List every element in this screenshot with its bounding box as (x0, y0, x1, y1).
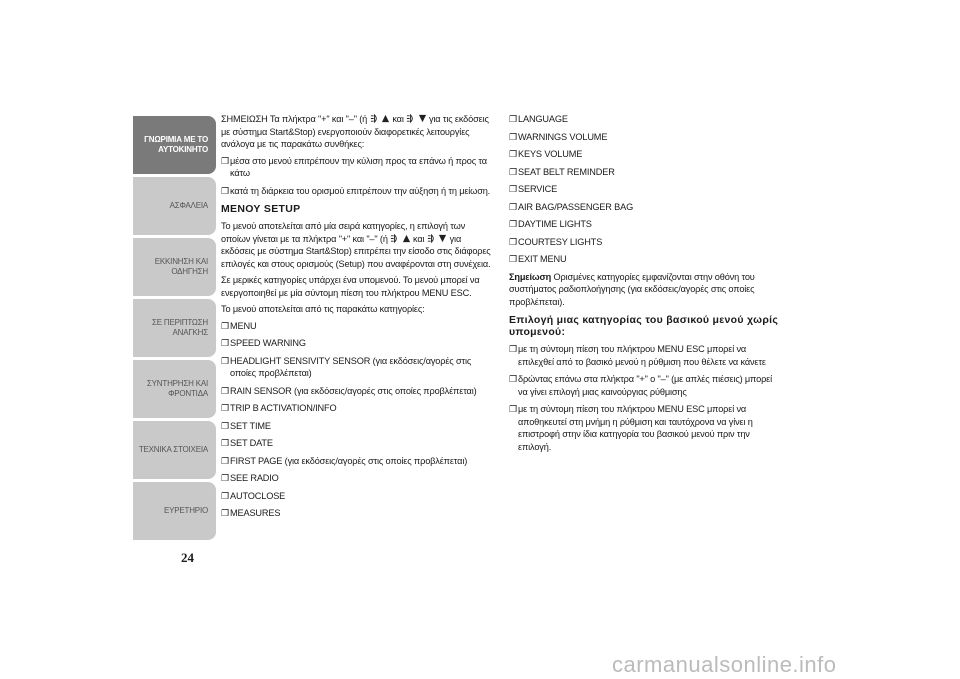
checkbox-icon: ❐ (221, 185, 229, 196)
checkbox-icon: ❐ (221, 338, 229, 348)
list-item: ❐ SPEED WARNING (221, 338, 306, 348)
note-text: Ορισμένες κατηγορίες εμφανίζονται στην οθόνη του συστήματος ραδιοπλοήγησης (για εκδόσεις/αγορές στις οποίες προβλέπεται). (509, 271, 755, 307)
list-item: ❐ SERVICE (509, 184, 558, 194)
checkbox-icon: ❐ (221, 455, 229, 466)
light-icon (370, 114, 379, 123)
tab-label: ΑΣΦΑΛΕΙΑ (169, 201, 208, 210)
checkbox-icon: ❐ (509, 404, 517, 414)
list-item: ❐ SEAT BELT REMINDER (509, 166, 615, 177)
list-item: ❐ SEE RADIO (221, 473, 279, 483)
watermark: carmanualsonline.info (612, 652, 837, 677)
checkbox-icon: ❐ (221, 320, 229, 331)
tab-emergency[interactable] (133, 299, 216, 357)
list-item: ❐ COURTESY LIGHTS (509, 236, 603, 247)
arrow-down-icon (418, 114, 427, 123)
list-item: ❐ RAIN SENSOR (για εκδόσεις/αγορές στις οποίες προβλέπεται) (221, 385, 477, 396)
light-icon (406, 114, 415, 123)
checkbox-icon: ❐ (221, 473, 229, 483)
tab-getting-to-know[interactable] (133, 116, 216, 174)
paragraph-text-cont: για εκδόσεις με σύστημα Start&Stop) επιτρέπει την είσοδο στις διάφορες επιλογές και στους ορισμούς (Setup) που αναφέρονται στη συνέχεια. (221, 233, 491, 269)
list-item: ❐ AUTOCLOSE (221, 490, 286, 501)
checkbox-icon: ❐ (509, 114, 517, 124)
checkbox-icon: ❐ (221, 438, 229, 448)
left-column (221, 113, 494, 525)
note-text: ΣΗΜΕΙΩΣΗ Τα πλήκτρα "+" και "–" (ή (221, 114, 368, 124)
checkbox-icon: ❐ (221, 508, 229, 518)
tab-label: ΕΚΚΙΝΗΣΗ ΚΑΙ ΟΔΗΓΗΣΗ (154, 257, 208, 276)
checkbox-icon: ❐ (221, 385, 229, 396)
list-item: ❐ TRIP B ACTIVATION/INFO (221, 403, 337, 413)
checkbox-icon: ❐ (509, 344, 517, 354)
light-icon (427, 234, 436, 243)
list-item: ❐ DAYTIME LIGHTS (509, 219, 592, 229)
list-item: ❐ δρώντας επάνω στα πλήκτρα "+" ο "–" (με απλές πιέσεις) μπορεί να γίνει επιλογή μιας καινούργιας ρύθμισης (509, 374, 772, 397)
tab-technical-data[interactable] (133, 421, 216, 479)
note-text-cont: για τις εκδόσεις με σύστημα Start&Stop) ενεργοποιούν διαφορετικές λειτουργίες ανάλογα με τις παρακάτω συνθήκες: (221, 114, 489, 149)
page-number: 24 (181, 550, 194, 565)
list-item: ❐ WARNINGS VOLUME (509, 131, 608, 142)
section-heading: ΜΕΝΟΥ SETUP (221, 203, 301, 215)
tab-starting-driving[interactable] (133, 238, 216, 296)
arrow-up-icon (381, 114, 390, 123)
right-column (509, 113, 781, 458)
list-item: ❐ με τη σύντομη πίεση του πλήκτρου MENU ESC μπορεί να επιλεχθεί από το βασικό μενού η ρύθμιση που θέλετε να κάνετε (509, 344, 766, 367)
list-item: ❐ MEASURES (221, 508, 281, 518)
paragraph: Το μενού αποτελείται από τις παρακάτω κατηγορίες: (221, 304, 425, 314)
checkbox-icon: ❐ (509, 131, 517, 142)
list-item: ❐ με τη σύντομη πίεση του πλήκτρου MENU ESC μπορεί να αποθηκευτεί στη μνήμη η ρύθμιση και ταυτόχρονα να γίνει η επιστροφή στην ίδια κατηγορία του βασικού μενού πριν την επιλογή. (509, 404, 753, 452)
arrow-up-icon (402, 234, 411, 243)
list-item: ❐ AIR BAG/PASSENGER BAG (509, 201, 634, 212)
note-paragraph (221, 113, 494, 151)
checkbox-icon: ❐ (221, 403, 229, 413)
tab-maintenance[interactable] (133, 360, 216, 418)
list-item: ❐ SET DATE (221, 438, 273, 448)
list-item: ❐ KEYS VOLUME (509, 149, 583, 159)
arrow-down-icon (438, 234, 447, 243)
checkbox-icon: ❐ (509, 201, 517, 212)
checkbox-icon: ❐ (509, 184, 517, 194)
list-item: ❐ LANGUAGE (509, 114, 568, 124)
tab-index[interactable] (133, 482, 216, 540)
checkbox-icon: ❐ (509, 149, 517, 159)
checkbox-icon: ❐ (509, 254, 517, 264)
paragraph-text: Το μενού αποτελείται από μία σειρά κατηγορίες, η επιλογή των οποίων γίνεται με τα πλήκτρα "+" και "–" (ή (221, 221, 466, 244)
list-item: ❐ MENU (221, 320, 257, 331)
tab-label: ΣΥΝΤΗΡΗΣΗ ΚΑΙ ΦΡΟΝΤΙΔΑ (146, 379, 208, 398)
checkbox-icon: ❐ (221, 155, 229, 166)
note-and: και (392, 114, 404, 124)
paragraph-and: και (413, 233, 425, 244)
checkbox-icon: ❐ (221, 490, 229, 501)
list-item: ❐ μέσα στο μενού επιτρέπουν την κύλιση προς τα επάνω ή προς τα κάτω (221, 155, 487, 178)
tab-safety[interactable] (133, 177, 216, 235)
tab-label: ΓΝΩΡΙΜΙΑ ΜΕ ΤΟ ΑΥΤΟΚΙΝΗΤΟ (144, 135, 208, 154)
paragraph (221, 220, 494, 270)
chapter-sidebar (133, 116, 216, 543)
paragraph: Σε μερικές κατηγορίες υπάρχει ένα υπομενού. Το μενού μπορεί να ενεργοποιηθεί με μία σύντομη πίεση του πλήκτρου MENU ESC. (221, 275, 480, 298)
section-heading: Επιλογή μιας κατηγορίας του βασικού μενού χωρίς υπομενού: (509, 314, 779, 338)
tab-label: ΤΕΧΝΙΚΑ ΣΤΟΙΧΕΙΑ (138, 445, 208, 454)
list-item: ❐ FIRST PAGE (για εκδόσεις/αγορές στις οποίες προβλέπεται) (221, 455, 468, 466)
tab-label: ΣΕ ΠΕΡΙΠΤΩΣΗ ΑΝΑΓΚΗΣ (152, 318, 208, 337)
checkbox-icon: ❐ (221, 420, 229, 431)
note-label: Σημείωση (509, 271, 552, 282)
checkbox-icon: ❐ (509, 219, 517, 229)
list-item: ❐ SET TIME (221, 420, 271, 431)
checkbox-icon: ❐ (509, 374, 517, 384)
list-item: ❐ EXIT MENU (509, 254, 567, 264)
checkbox-icon: ❐ (509, 236, 517, 247)
list-item: ❐ κατά τη διάρκεια του ορισμού επιτρέπουν την αύξηση ή τη μείωση. (221, 185, 491, 196)
tab-label: ΕΥΡΕΤΗΡΙΟ (164, 506, 208, 515)
checkbox-icon: ❐ (221, 355, 229, 366)
light-icon (390, 234, 399, 243)
note-paragraph (509, 271, 781, 309)
checkbox-icon: ❐ (509, 166, 517, 177)
list-item: ❐ HEADLIGHT SENSIVITY SENSOR (για εκδόσεις/αγορές στις οποίες προβλέπεται) (221, 355, 472, 378)
